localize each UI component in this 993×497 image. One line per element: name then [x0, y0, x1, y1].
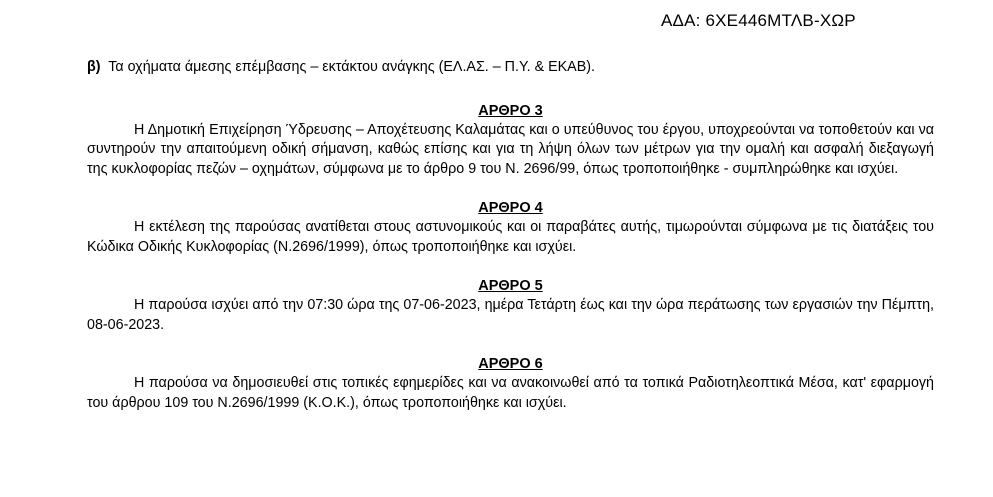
article-5-body: Η παρούσα ισχύει από την 07:30 ώρα της 07-06-2023, ημέρα Τετάρτη έως και την ώρα περάτωσης των εργασιών την Πέμπτη, 08-06-2023.: [87, 297, 934, 333]
article-6: [87, 355, 934, 413]
item-b-text: Τα οχήματα άμεσης επέμβασης – εκτάκτου ανάγκης (ΕΛ.ΑΣ. – Π.Υ. & ΕΚΑΒ).: [108, 59, 595, 75]
item-b-marker: β): [87, 59, 101, 75]
article-4-title: ΑΡΘΡΟ 4: [478, 200, 543, 216]
ada-code: ΑΔΑ: 6ΧΕ446ΜΤΛΒ-ΧΩΡ: [661, 11, 856, 30]
document-content: [87, 58, 934, 433]
article-6-title: ΑΡΘΡΟ 6: [478, 356, 543, 372]
article-4-body: Η εκτέλεση της παρούσας ανατίθεται στους αστυνομικούς και οι παραβάτες αυτής, τιμωρούνται σύμφωνα με τις διατάξεις του Κώδικα Οδικής Κυκλοφορίας (Ν.2696/1999), όπως τροποποιήθηκε και ισχύει.: [87, 219, 934, 255]
article-3: [87, 102, 934, 180]
article-6-body: Η παρούσα να δημοσιευθεί στις τοπικές εφημερίδες και να ανακοινωθεί από τα τοπικά Ραδιοτηλεοπτικά Μέσα, κατ' εφαρμογή του άρθρου 109 του Ν.2696/1999 (Κ.Ο.Κ.), όπως τροποποιήθηκε και ισχύει.: [87, 375, 934, 411]
article-4: [87, 199, 934, 257]
article-5-title: ΑΡΘΡΟ 5: [478, 278, 543, 294]
article-5: [87, 277, 934, 335]
article-3-title: ΑΡΘΡΟ 3: [478, 102, 543, 119]
article-3-body: Η Δημοτική Επιχείρηση Ύδρευσης – Αποχέτευσης Καλαμάτας και ο υπεύθυνος του έργου, υποχρεούνται να τοποθετούν και να συντηρούν την απαιτούμενη οδική σήμανση, καθώς επίσης και για τη λήψη όλων των μέτρων για την ομαλή και ασφαλή διεξαγωγή της κυκλοφορίας πεζών – οχημάτων, σύμφωνα με το άρθρο 9 του Ν. 2696/99, όπως τροποποιήθηκε - συμπληρώθηκε και ισχύει.: [87, 121, 934, 177]
item-b: [87, 58, 934, 78]
